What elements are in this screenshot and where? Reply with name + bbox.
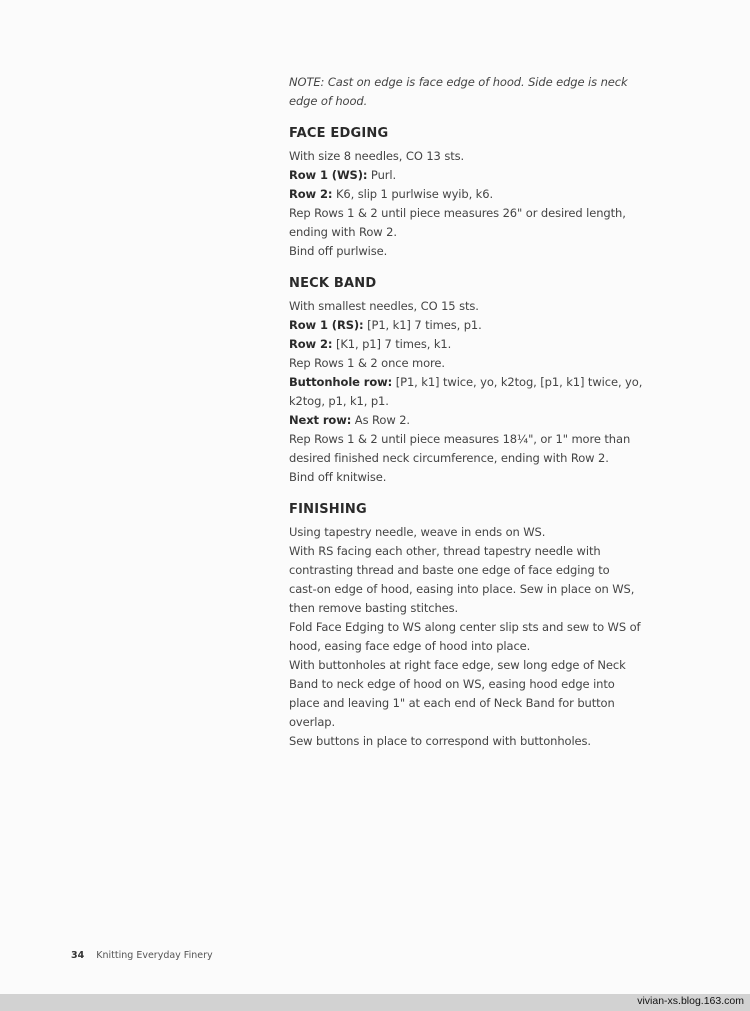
line-text: place and leaving 1" at each end of Neck Band for button [289, 696, 615, 710]
pattern-line [289, 468, 649, 487]
line-text: With RS facing each other, thread tapestry needle with [289, 544, 601, 558]
row-label: Next row: [289, 413, 352, 427]
note-line: NOTE: Cast on edge is face edge of hood. Side edge is neck [289, 75, 628, 89]
row-label: Row 1 (WS): [289, 168, 368, 182]
pattern-content [289, 73, 649, 765]
pattern-line [289, 316, 649, 335]
watermark-bar [0, 994, 750, 1011]
line-text: then remove basting stitches. [289, 601, 459, 615]
book-title: Knitting Everyday Finery [96, 950, 213, 961]
pattern-line [289, 523, 649, 542]
line-text: hood, easing face edge of hood into place. [289, 639, 531, 653]
page-number: 34 [71, 950, 85, 961]
line-text: contrasting thread and baste one edge of face edging to [289, 563, 610, 577]
section-body [289, 523, 649, 751]
pattern-line [289, 335, 649, 354]
pattern-line [289, 449, 649, 468]
line-text: Purl. [367, 168, 397, 182]
line-text: [P1, k1] 7 times, p1. [363, 318, 482, 332]
pattern-line [289, 147, 649, 166]
row-label: Row 1 (RS): [289, 318, 364, 332]
line-text: cast-on edge of hood, easing into place. Sew in place on WS, [289, 582, 635, 596]
section-title: FACE EDGING [289, 126, 389, 141]
pattern-line [289, 242, 649, 261]
line-text: With buttonholes at right face edge, sew long edge of Neck [289, 658, 626, 672]
line-text: Sew buttons in place to correspond with buttonholes. [289, 734, 591, 748]
watermark-text: vivian-xs.blog.163.com [637, 995, 744, 1007]
page-footer [71, 950, 213, 961]
pattern-line [289, 185, 649, 204]
pattern-line [289, 694, 649, 713]
pattern-line [289, 166, 649, 185]
line-text: K6, slip 1 purlwise wyib, k6. [332, 187, 494, 201]
line-text: desired finished neck circumference, ending with Row 2. [289, 451, 609, 465]
section-face-edging [289, 125, 649, 261]
section-neck-band [289, 275, 649, 487]
line-text: With smallest needles, CO 15 sts. [289, 299, 479, 313]
line-text: [K1, p1] 7 times, k1. [332, 337, 452, 351]
line-text: Band to neck edge of hood on WS, easing hood edge into [289, 677, 615, 691]
line-text: Using tapestry needle, weave in ends on WS. [289, 525, 546, 539]
pattern-line [289, 713, 649, 732]
section-title: NECK BAND [289, 276, 377, 291]
line-text: k2tog, p1, k1, p1. [289, 394, 389, 408]
row-label: Row 2: [289, 187, 333, 201]
line-text: Fold Face Edging to WS along center slip sts and sew to WS of [289, 620, 641, 634]
pattern-line [289, 561, 649, 580]
line-text: As Row 2. [351, 413, 410, 427]
pattern-line [289, 223, 649, 242]
pattern-line [289, 599, 649, 618]
line-text: overlap. [289, 715, 336, 729]
pattern-line [289, 354, 649, 373]
pattern-line [289, 732, 649, 751]
row-label: Buttonhole row: [289, 375, 393, 389]
pattern-line [289, 580, 649, 599]
note-line: edge of hood. [289, 94, 368, 108]
section-body [289, 297, 649, 487]
note-paragraph [289, 73, 649, 111]
pattern-line [289, 392, 649, 411]
line-text: With size 8 needles, CO 13 sts. [289, 149, 465, 163]
pattern-line [289, 542, 649, 561]
pattern-line [289, 618, 649, 637]
pattern-line [289, 204, 649, 223]
section-body [289, 147, 649, 261]
row-label: Row 2: [289, 337, 333, 351]
section-finishing [289, 501, 649, 751]
line-text: [P1, k1] twice, yo, k2tog, [p1, k1] twice, yo, [392, 375, 643, 389]
pattern-line [289, 656, 649, 675]
line-text: Bind off purlwise. [289, 244, 388, 258]
section-title: FINISHING [289, 502, 367, 517]
pattern-line [289, 637, 649, 656]
line-text: Bind off knitwise. [289, 470, 387, 484]
line-text: Rep Rows 1 & 2 until piece measures 26" or desired length, [289, 206, 626, 220]
pattern-line [289, 373, 649, 392]
pattern-line [289, 297, 649, 316]
line-text: Rep Rows 1 & 2 once more. [289, 356, 445, 370]
pattern-line [289, 675, 649, 694]
pattern-line [289, 430, 649, 449]
pattern-line [289, 411, 649, 430]
line-text: ending with Row 2. [289, 225, 397, 239]
line-text: Rep Rows 1 & 2 until piece measures 18¼", or 1" more than [289, 432, 631, 446]
